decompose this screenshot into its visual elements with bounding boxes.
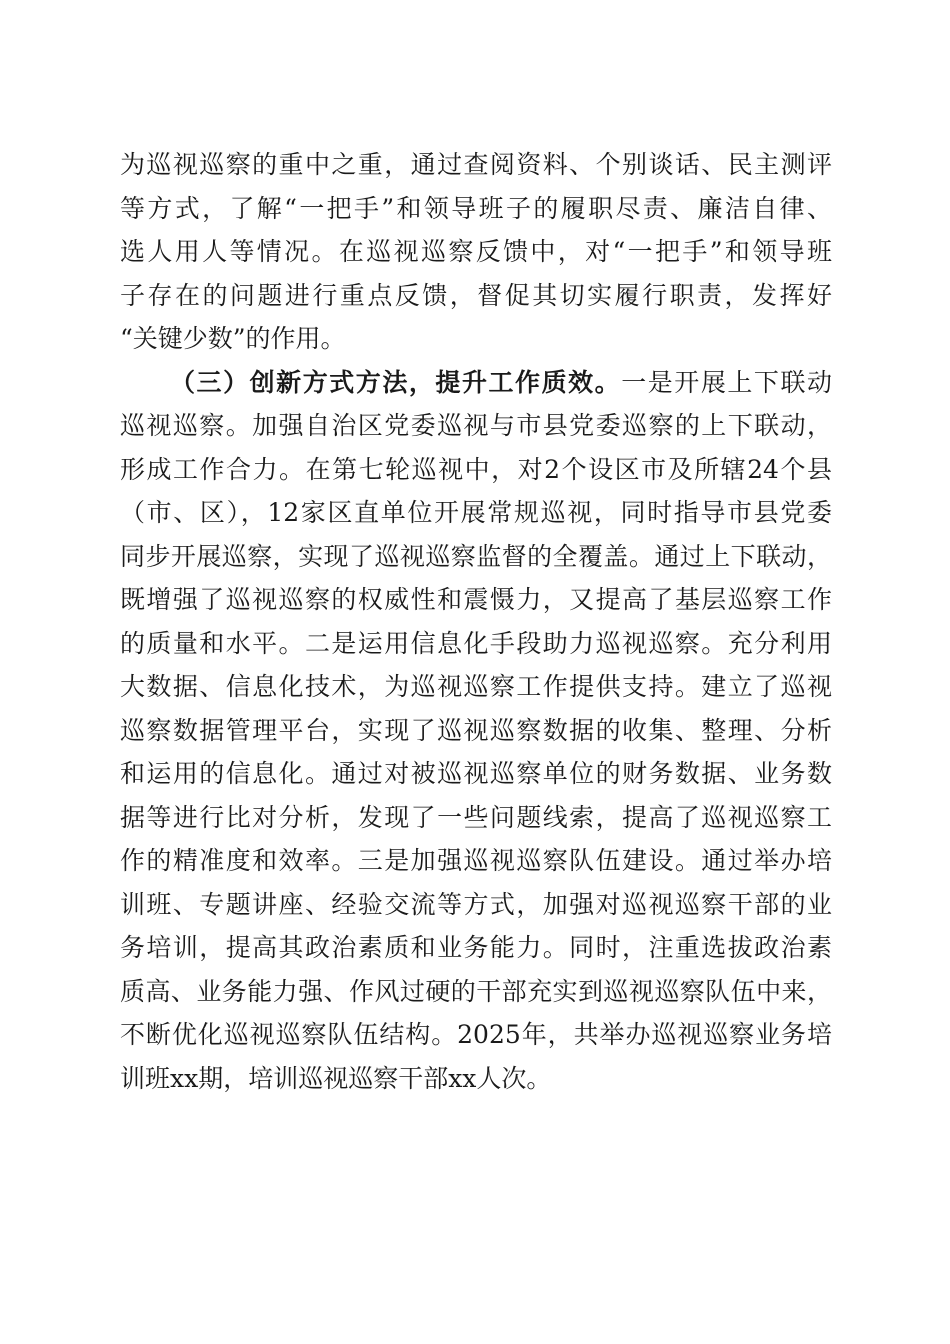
text-line: 务培训，提高其政治素质和业务能力。同时，注重选拔政治素 — [120, 933, 832, 962]
text-line: 不断优化巡视巡察队伍结构。2025年，共举办巡视巡察业务培 — [120, 1020, 832, 1049]
first-line-rest: 一是开展上下联动 — [621, 367, 832, 397]
text-line: 选人用人等情况。在巡视巡察反馈中，对“一把手”和领导班 — [120, 237, 832, 266]
text-line: 既增强了巡视巡察的权威性和震慑力，又提高了基层巡察工作 — [120, 585, 832, 614]
section-heading: （三）创新方式方法，提升工作质效。 — [170, 367, 622, 397]
text-line: 巡察数据管理平台，实现了巡视巡察数据的收集、整理、分析 — [120, 715, 832, 745]
text-line: 巡视巡察。加强自治区党委巡视与市县党委巡察的上下联动， — [120, 411, 832, 440]
text-line: 和运用的信息化。通过对被巡视巡察单位的财务数据、业务数 — [120, 759, 832, 788]
paragraph-innovation — [120, 361, 832, 1101]
text-line: 作的精准度和效率。三是加强巡视巡察队伍建设。通过举办培 — [120, 846, 832, 875]
text-line: 训班、专题讲座、经验交流等方式，加强对巡视巡察干部的业 — [120, 889, 832, 919]
text-line: 同步开展巡察，实现了巡视巡察监督的全覆盖。通过上下联动， — [120, 541, 832, 571]
text-line: 为巡视巡察的重中之重，通过查阅资料、个别谈话、民主测评 — [120, 150, 832, 179]
text-line: 等方式，了解“一把手”和领导班子的履职尽责、廉洁自律、 — [120, 193, 832, 223]
document-body — [120, 143, 832, 1100]
text-line: 子存在的问题进行重点反馈，督促其切实履行职责，发挥好 — [120, 280, 832, 310]
text-line: （市、区），12家区直单位开展常规巡视，同时指导市县党委 — [120, 498, 832, 527]
text-line: 大数据、信息化技术，为巡视巡察工作提供支持。建立了巡视 — [120, 672, 832, 701]
paragraph-leaders-focus — [120, 143, 832, 361]
text-line: 形成工作合力。在第七轮巡视中，对2个设区市及所辖24个县 — [120, 454, 832, 484]
text-line-first — [120, 361, 832, 405]
text-line: “关键少数”的作用。 — [120, 324, 346, 353]
text-line: 训班xx期，培训巡视巡察干部xx人次。 — [120, 1063, 552, 1093]
text-line: 据等进行比对分析，发现了一些问题线索，提高了巡视巡察工 — [120, 802, 832, 832]
text-line: 质高、业务能力强、作风过硬的干部充实到巡视巡察队伍中来， — [120, 976, 832, 1006]
text-line: 的质量和水平。二是运用信息化手段助力巡视巡察。充分利用 — [120, 628, 832, 658]
